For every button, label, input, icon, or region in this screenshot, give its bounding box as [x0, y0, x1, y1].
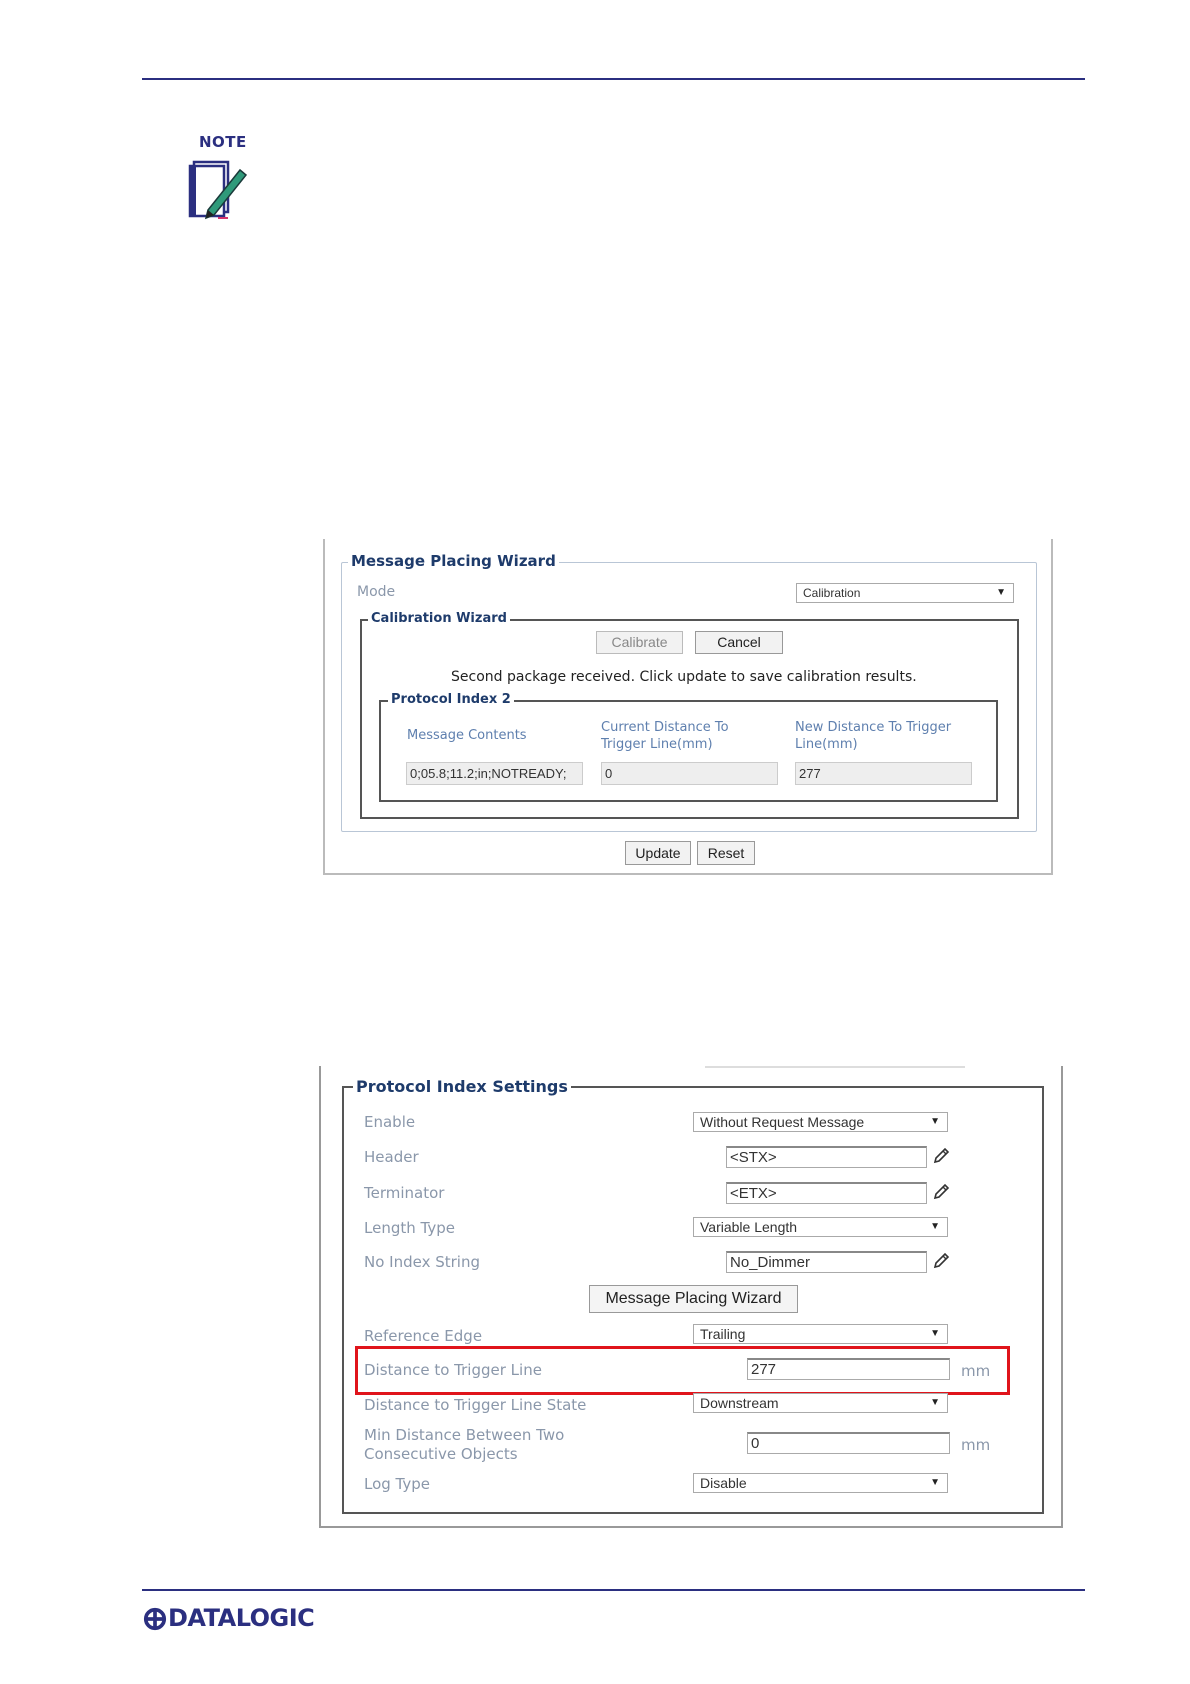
terminator-label: Terminator	[364, 1184, 445, 1202]
reference-edge-select-value: Trailing	[700, 1326, 746, 1342]
shot2-border	[319, 1066, 321, 1528]
new-distance-header-line2: Line(mm)	[795, 737, 858, 752]
update-button[interactable]: Update	[625, 841, 691, 865]
current-distance-header-line2: Trigger Line(mm)	[601, 737, 713, 752]
current-distance-field[interactable]: 0	[601, 762, 778, 785]
footer-rule	[142, 1589, 1085, 1591]
protocol-index-title: Protocol Index 2	[388, 692, 514, 707]
length-type-label: Length Type	[364, 1219, 455, 1237]
new-distance-field[interactable]: 277	[795, 762, 972, 785]
header-label: Header	[364, 1148, 419, 1166]
message-placing-wizard-button[interactable]: Message Placing Wizard	[589, 1285, 798, 1313]
min-distance-label-line2: Consecutive Objects	[364, 1445, 518, 1463]
chevron-down-icon: ▼	[930, 1328, 940, 1339]
datalogic-logo-icon	[143, 1607, 167, 1631]
log-type-select[interactable]	[693, 1473, 948, 1493]
reset-button[interactable]: Reset	[697, 841, 755, 865]
chevron-down-icon: ▼	[930, 1477, 940, 1488]
note-label: NOTE	[199, 133, 247, 151]
chevron-down-icon: ▼	[930, 1397, 940, 1408]
distance-to-trigger-line-label: Distance to Trigger Line	[364, 1361, 542, 1379]
terminator-input[interactable]: <ETX>	[726, 1182, 927, 1204]
header-rule	[142, 78, 1085, 80]
enable-select[interactable]	[693, 1112, 948, 1132]
distance-to-trigger-line-input[interactable]: 277	[747, 1358, 950, 1380]
distance-state-label: Distance to Trigger Line State	[364, 1396, 587, 1414]
shot2-border	[319, 1526, 1063, 1528]
mode-label: Mode	[357, 584, 396, 600]
wizard-title: Message Placing Wizard	[348, 552, 559, 570]
cancel-button[interactable]: Cancel	[695, 631, 783, 654]
enable-label: Enable	[364, 1113, 416, 1131]
no-index-string-input[interactable]: No_Dimmer	[726, 1251, 927, 1273]
message-contents-field[interactable]: 0;05.8;11.2;in;NOTREADY;	[406, 762, 583, 785]
log-type-select-value: Disable	[700, 1475, 747, 1491]
chevron-down-icon: ▼	[996, 587, 1006, 598]
distance-unit: mm	[961, 1362, 991, 1380]
calibrate-button[interactable]: Calibrate	[596, 631, 683, 654]
min-distance-input[interactable]: 0	[747, 1432, 950, 1454]
current-distance-header-line1: Current Distance To	[601, 720, 729, 735]
reference-edge-select[interactable]	[693, 1324, 948, 1344]
mode-select-value: Calibration	[803, 586, 861, 600]
chevron-down-icon: ▼	[930, 1116, 940, 1127]
settings-title: Protocol Index Settings	[353, 1077, 571, 1096]
log-type-label: Log Type	[364, 1475, 431, 1493]
new-distance-header-line1: New Distance To Trigger	[795, 720, 952, 735]
shot2-border	[1061, 1066, 1063, 1528]
status-message: Second package received. Click update to save calibration results.	[451, 669, 917, 685]
message-contents-header: Message Contents	[407, 728, 527, 743]
min-distance-label-line1: Min Distance Between Two	[364, 1426, 565, 1444]
shot1-border	[323, 873, 1053, 875]
distance-state-select[interactable]	[693, 1393, 948, 1413]
no-index-string-label: No Index String	[364, 1253, 480, 1271]
min-distance-unit: mm	[961, 1436, 991, 1454]
edit-pencil-icon[interactable]	[932, 1183, 950, 1201]
calibration-title: Calibration Wizard	[368, 611, 510, 626]
cut-off-field	[705, 1066, 965, 1068]
enable-select-value: Without Request Message	[700, 1114, 865, 1130]
mode-select[interactable]	[796, 583, 1014, 603]
chevron-down-icon: ▼	[930, 1221, 940, 1232]
length-type-select-value: Variable Length	[700, 1219, 798, 1235]
edit-pencil-icon[interactable]	[932, 1252, 950, 1270]
edit-pencil-icon[interactable]	[932, 1147, 950, 1165]
shot1-border	[1051, 539, 1053, 875]
distance-state-select-value: Downstream	[700, 1395, 779, 1411]
shot1-border	[323, 539, 325, 875]
datalogic-logo-text: DATALOGIC	[168, 1604, 315, 1632]
length-type-select[interactable]	[693, 1217, 948, 1237]
header-input[interactable]: <STX>	[726, 1146, 927, 1168]
reference-edge-label: Reference Edge	[364, 1327, 483, 1345]
